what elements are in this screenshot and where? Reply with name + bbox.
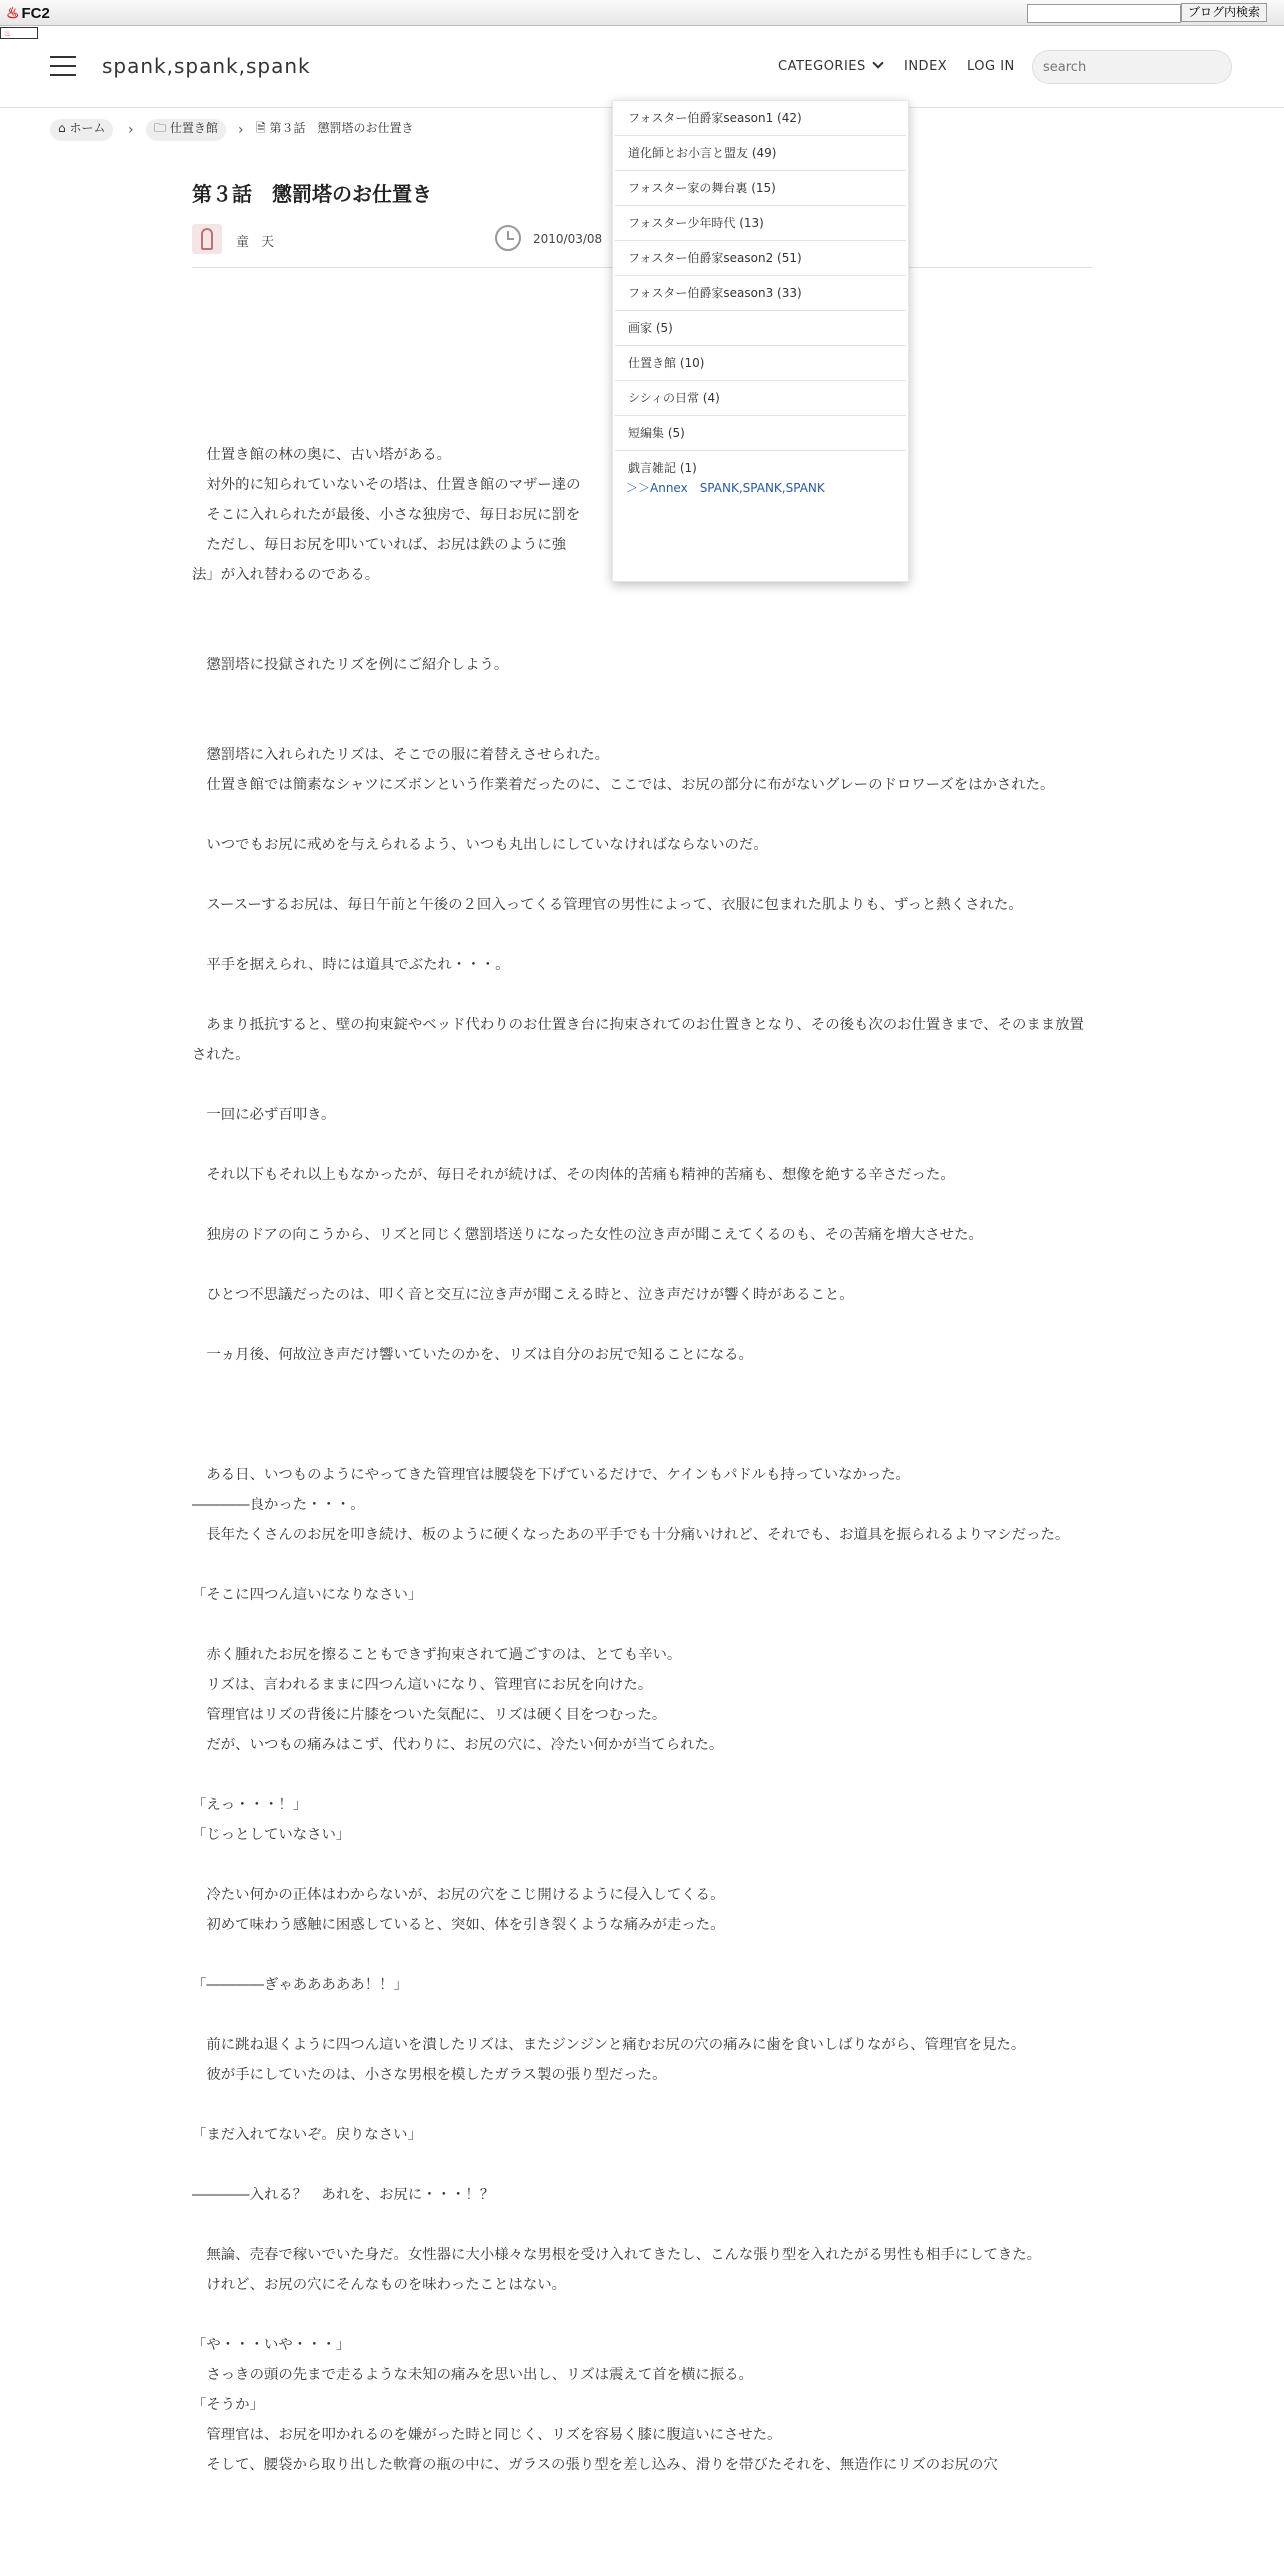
article-paragraph: ――――良かった・・・。 [192,1497,365,1513]
article-paragraph [192,590,1092,620]
category-annex-link[interactable]: ＞＞Annex SPANK,SPANK,SPANK [626,481,825,495]
article-paragraph: 彼が手にしていたのは、小さな男根を模したガラス製の張り型だった。 [192,2067,667,2083]
article-paragraph [192,1850,1092,1880]
categories-dropdown [612,100,909,582]
article-paragraph [192,1760,1092,1790]
category-item[interactable]: 道化師とお小言と盟友 (49) [615,136,906,171]
article-title: 第３話 懲罰塔のお仕置き [192,182,432,206]
site-title[interactable]: spank,spank,spank [102,54,311,78]
blog-search-button[interactable]: ブログ内検索 [1181,3,1267,22]
article-paragraph [192,2210,1092,2240]
article-paragraph: 「まだ入れてないぞ。戻りなさい」 [192,2127,422,2143]
article-paragraph [192,1430,1092,1460]
article-paragraph [192,800,1092,830]
article-paragraph: ひとつ不思議だったのは、叩く音と交互に泣き声が聞こえる時と、泣き声だけが響く時があること。 [192,1287,854,1303]
post-date: 2010/03/08 [533,232,603,246]
breadcrumb-separator-icon: › [238,122,244,138]
category-item[interactable]: 戯言雑記 (1) [628,461,697,475]
article-paragraph [192,1310,1092,1340]
article-paragraph: 独房のドアの向こうから、リズと同じく懲罰塔送りになった女性の泣き声が聞こえてくるのも、その苦痛を増大させた。 [192,1227,983,1243]
fc2-top-bar [0,0,1284,26]
article-paragraph: 一ヵ月後、何故泣き声だけ響いていたのかを、リズは自分のお尻で知ることになる。 [192,1347,753,1363]
article-paragraph: けれど、お尻の穴にそんなものを味わったことはない。 [192,2277,567,2293]
category-item[interactable]: フォスター伯爵家season2 (51) [615,241,906,276]
fc2-logo[interactable]: ♨ FC2 [6,5,50,22]
article-paragraph: 赤く腫れたお尻を擦ることもできず拘束されて過ごすのは、とても辛い。 [192,1647,682,1663]
article-paragraph: 管理官はリズの背後に片膝をついた気配に、リズは硬く目をつむった。 [192,1707,667,1723]
hamburger-menu-icon[interactable] [50,56,76,76]
article-paragraph: 「えっ・・・！」 [192,1797,308,1813]
article-paragraph [192,980,1092,1010]
article-paragraph: 管理官は、お尻を叩かれるのを嫌がった時と同じく、リズを容易く膝に腹這いにさせた。 [192,2427,782,2443]
article-paragraph [192,620,1092,650]
category-item[interactable]: シシィの日常 (4) [615,381,906,416]
article-paragraph [192,1370,1092,1400]
article-paragraph: 「じっとしていなさい」 [192,1827,351,1843]
clock-icon [495,225,521,251]
article-paragraph: 初めて味わう感触に困惑していると、突如、体を引き裂くような痛みが走った。 [192,1917,725,1933]
article-paragraph: 「そこに四つん這いになりなさい」 [192,1587,423,1603]
article-paragraph: リズは、言われるままに四つん這いになり、管理官にお尻を向けた。 [192,1677,653,1693]
article-paragraph: スースーするお尻は、毎日午前と午後の２回入ってくる管理官の男性によって、衣服に包まれた肌よりも、ずっと熱くされた。 [192,897,1023,913]
article-paragraph: それ以下もそれ以上もなかったが、毎日それが続けば、その肉体的苦痛も精神的苦痛も、想像を絶する辛さだった。 [192,1167,955,1183]
folder-icon: 🗀 [154,121,167,135]
article-paragraph: 法」が入れ替わるのである。 [192,567,380,583]
article-paragraph: 「そうか」 [192,2397,264,2413]
article-paragraph: ただし、毎日お尻を叩いていれば、お尻は鉄のように強 [192,537,567,553]
category-item[interactable]: フォスター少年時代 (13) [615,206,906,241]
category-item[interactable]: フォスター伯爵家season3 (33) [615,276,906,311]
article-icon: 🗎 [256,121,266,135]
category-item[interactable]: 画家 (5) [615,311,906,346]
article-paragraph [192,1190,1092,1220]
article-paragraph [192,1250,1092,1280]
article-paragraph: 長年たくさんのお尻を叩き続け、板のように硬くなったあの平手でも十分痛いけれど、それでも、お道具を振られるよりマシだった。 [192,1527,1070,1543]
blog-search-input[interactable] [1027,4,1181,23]
author-avatar[interactable] [192,224,222,254]
article-paragraph: さっきの頭の先まで走るような未知の痛みを思い出し、リズは震えて首を横に振る。 [192,2367,753,2383]
category-item[interactable]: 仕置き館 (10) [615,346,906,381]
article-paragraph: 対外的に知られていないその塔は、仕置き館のマザー達の [192,477,581,493]
article-paragraph [192,2090,1092,2120]
article-paragraph [192,1070,1092,1100]
fc2-sub-badge[interactable] [0,27,38,39]
home-icon: ⌂ [58,121,66,135]
article-paragraph: いつでもお尻に戒めを与えられるよう、いつも丸出しにしていなければならないのだ。 [192,837,768,853]
article-paragraph [192,860,1092,890]
nav-login[interactable]: LOG IN [967,59,1015,74]
search-input[interactable] [1032,50,1232,84]
article-paragraph: 前に跳ね退くように四つん這いを潰したリズは、またジンジンと痛むお尻の穴の痛みに歯を食いしばりながら、管理官を見た。 [192,2037,1026,2053]
article-paragraph [192,920,1092,950]
article-paragraph [192,1400,1092,1430]
article-paragraph: 無論、売春で稼いでいた身だ。女性器に大小様々な男根を受け入れてきたし、こんな張り型を入れたがる男性も相手にしてきた。 [192,2247,1042,2263]
article-paragraph: 平手を据えられ、時には道具でぶたれ・・・。 [192,957,510,973]
category-item[interactable]: フォスター伯爵家season1 (42) [615,101,906,136]
article-paragraph [192,1130,1092,1160]
breadcrumb-current: 🗎 第３話 懲罰塔のお仕置き [256,121,414,135]
article-paragraph [192,680,1092,710]
article-paragraph [192,710,1092,740]
article-paragraph: ――――入れる？ あれを、お尻に・・・！？ [192,2187,495,2203]
nav-index[interactable]: INDEX [904,59,948,74]
article-paragraph: 「や・・・いや・・・」 [192,2337,351,2353]
article-paragraph: 懲罰塔に投獄されたリズを例にご紹介しよう。 [192,657,509,673]
nav-categories[interactable]: CATEGORIES [778,59,882,74]
article-paragraph: 仕置き館では簡素なシャツにズボンという作業着だったのに、ここでは、お尻の部分に布がないグレーのドロワーズをはかされた。 [192,777,1055,793]
article-paragraph: 仕置き館の林の奥に、古い塔がある。 [192,447,452,463]
article-paragraph [192,2000,1092,2030]
article-paragraph: そこに入れられたが最後、小さな独房で、毎日お尻に罰を [192,507,581,523]
article-paragraph: あまり抵抗すると、壁の拘束錠やベッド代わりのお仕置き台に拘束されてのお仕置きとなり、その後も次のお仕置きまで、そのまま放置された。 [192,1017,1084,1063]
article-paragraph: 「――――ぎゃあああああ！！」 [192,1977,408,1993]
breadcrumb-home[interactable]: ⌂ ホーム [50,119,113,141]
article-paragraph: ある日、いつものようにやってきた管理官は腰袋を下げているだけで、ケインもパドルも持っていなかった。 [192,1467,910,1483]
category-item[interactable]: 短編集 (5) [615,416,906,451]
article-paragraph [192,2150,1092,2180]
author-name[interactable]: 童 天 [236,235,279,250]
article-paragraph [192,1610,1092,1640]
article-paragraph: 冷たい何かの正体はわからないが、お尻の穴をこじ開けるように侵入してくる。 [192,1887,725,1903]
article-paragraph [192,2300,1092,2330]
breadcrumb-separator-icon: › [128,122,134,138]
article-paragraph: そして、腰袋から取り出した軟膏の瓶の中に、ガラスの張り型を差し込み、滑りを帯びたそれを、無造作にリズのお尻の穴 [192,2457,998,2473]
article-paragraph [192,1940,1092,1970]
article-paragraph: だが、いつもの痛みはこず、代わりに、お尻の穴に、冷たい何かが当てられた。 [192,1737,724,1753]
article-paragraph: 懲罰塔に入れられたリズは、そこでの服に着替えさせられた。 [192,747,610,763]
breadcrumb-category[interactable]: 🗀 仕置き館 [146,119,226,141]
article-body [192,380,1092,2480]
fc2-flame-icon: ♨ [6,5,20,22]
chevron-down-icon [872,57,883,68]
category-item[interactable]: フォスター家の舞台裏 (15) [615,171,906,206]
article-paragraph [192,1550,1092,1580]
article-paragraph: 一回に必ず百叩き。 [192,1107,336,1123]
fc2-small-icon: ♨ [4,29,12,38]
